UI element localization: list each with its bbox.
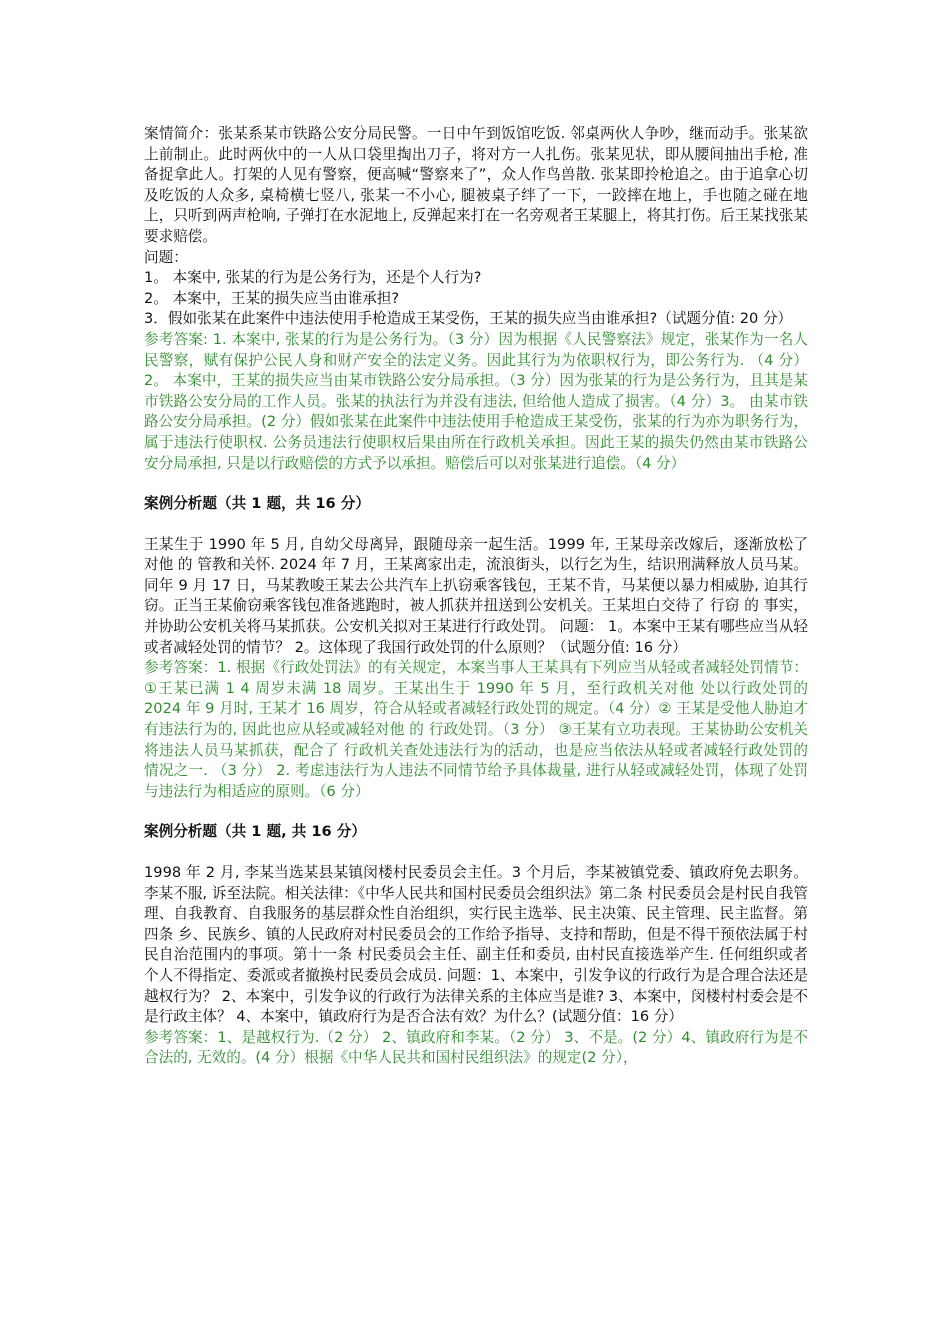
case-1-question-label: 问题：: [144, 248, 188, 266]
case-2-answer: 参考答案：1. 根据《行政处罚法》的有关规定，本案当事人王某具有下列应当从轻或者减轻处罚情节： ①王某已满 1 4 周岁未满 18 周岁。王某出生于 1990 年 5 月，至行政机关对他 处以行政处罚的 2024 年 9 月时, 王某才 16 周岁，符合从轻或者减轻行政处罚的规定。（4 分）② 王某是受他人胁迫才有违法行为的, 因此也应从轻或减轻对他 的 行政处罚。（3 分） ③王某有立功表现。王某协助公安机关将违法人员马某抓获，配合了 行政机关查处违法行为的活动，也是应当依法从轻或者减轻行政处罚的 情况之一. （3 分） 2. 考虑违法行为人违法不同情节给予具体裁量, 进行从轻或减轻处罚，体现了处罚与违法行为相适应的原则。（6 分）: [144, 659, 808, 800]
case-3-heading: 案例分析题（共 1 题, 共 16 分）: [144, 823, 366, 841]
document-page: [144, 124, 808, 1069]
case-1-question-2: 2。 本案中，王某的损失应当由谁承担?: [144, 289, 400, 307]
case-3-answer: 参考答案：1、是越权行为.（2 分） 2、镇政府和李某。（2 分） 3、不是。(2 分）4、镇政府行为是不合法的, 无效的。(4 分）根据《中华人民共和国村民组织法》的规定(2 分），: [144, 1028, 808, 1067]
case-2-heading: 案例分析题（共 1 题，共 16 分）: [144, 495, 370, 513]
case-1: [144, 124, 808, 474]
case-1-intro: 案情简介：张某系某市铁路公安分局民警。一日中午到饭馆吃饭. 邻桌两伙人争吵，继而动手。张某欲上前制止。此时两伙中的一人从口袋里掏出刀子，将对方一人扎伤。张某见状，即从腰间抽出手枪, 准备捉拿此人。打架的人见有警察，便高喊“警察来了”，众人作鸟兽散. 张某即拎枪追之。由于追拿心切及吃饭的人众多, 桌椅横七竖八, 张某一不小心, 腿被桌子绊了一下，一跤摔在地上，手也随之碰在地上，只听到两声枪响, 子弹打在水泥地上, 反弹起来打在一名旁观者王某腿上，将其打伤。后王某找张某要求赔偿。: [144, 125, 808, 245]
case-1-question-1: 1。 本案中, 张某的行为是公务行为，还是个人行为?: [144, 269, 482, 287]
case-2-text: 王某生于 1990 年 5 月, 自幼父母离异，跟随母亲一起生活。1999 年, 王某母亲改嫁后，逐渐放松了 对他 的 管教和关怀. 2024 年 7 月，王某离家出走，流浪街头，以行乞为生，结识刑满释放人员马某。同年 9 月 17 日，马某教唆王某去公共汽车上扒窃乘客钱包，王某不肯，马某便以暴力相威胁, 迫其行窃。正当王某偷窃乘客钱包准备逃跑时，被人抓获并扭送到公安机关。王某坦白交待了 行窃 的 事实，并协助公安机关将马某抓获。公安机关拟对王某进行行政处罚。 问题： 1。本案中王某有哪些应当从轻或者减轻处罚的情节？ 2。这体现了我国行政处罚的什么原则？（试题分值: 16 分）: [144, 535, 808, 656]
case-3: [144, 863, 808, 1069]
case-3-text: 1998 年 2 月, 李某当选某县某镇闵楼村民委员会主任。3 个月后，李某被镇党委、镇政府免去职务。李某不服, 诉至法院。相关法律：《中华人民共和国村民委员会组织法》第二条 村民委员会是村民自我管理、自我教育、自我服务的基层群众性自治组织，实行民主选举、民主决策、民主管理、民主监督。第四条 乡、民族乡、镇的人民政府对村民委员会的工作给予指导、支持和帮助，但是不得干预依法属于村民自治范围内的事项。第十一条 村民委员会主任、副主任和委员, 由村民直接选举产生. 任何组织或者个人不得指定、委派或者撤换村民委员会成员. 问题：1、本案中，引发争议的行政行为是合理合法还是越权行为？ 2、本案中，引发争议的行政行为法律关系的主体应当是谁? 3、本案中，闵楼村村委会是不是行政主体？ 4、本案中，镇政府行为是否合法有效？为什么？(试题分值：16 分）: [144, 864, 808, 1026]
case-1-answer: 参考答案: 1. 本案中, 张某的行为是公务行为。（3 分）因为根据《人民警察法》规定，张某作为一名人民警察，赋有保护公民人身和财产安全的法定义务。因此其行为为依职权行为，即公务行为. （4 分）2。 本案中，王某的损失应当由某市铁路公安分局承担。（3 分）因为张某的行为是公务行为，且其是某市铁路公安分局的工作人员。张某的执法行为并没有违法, 但给他人造成了损害。（4 分）3。 由某市铁路公安分局承担。(2 分）假如张某在此案件中违法使用手枪造成王某受伤，张某的行为亦为职务行为，属于违法行使职权. 公务员违法行使职权后果由所在行政机关承担。因此王某的损失仍然由某市铁路公安分局承担, 只是以行政赔偿的方式予以承担。赔偿后可以对张某进行追偿。（4 分）: [144, 330, 808, 472]
case-2: [144, 535, 808, 803]
case-1-question-3: 3．假如张某在此案件中违法使用手枪造成王某受伤，王某的损失应当由谁承担?（试题分值: 20 分）: [144, 310, 793, 328]
